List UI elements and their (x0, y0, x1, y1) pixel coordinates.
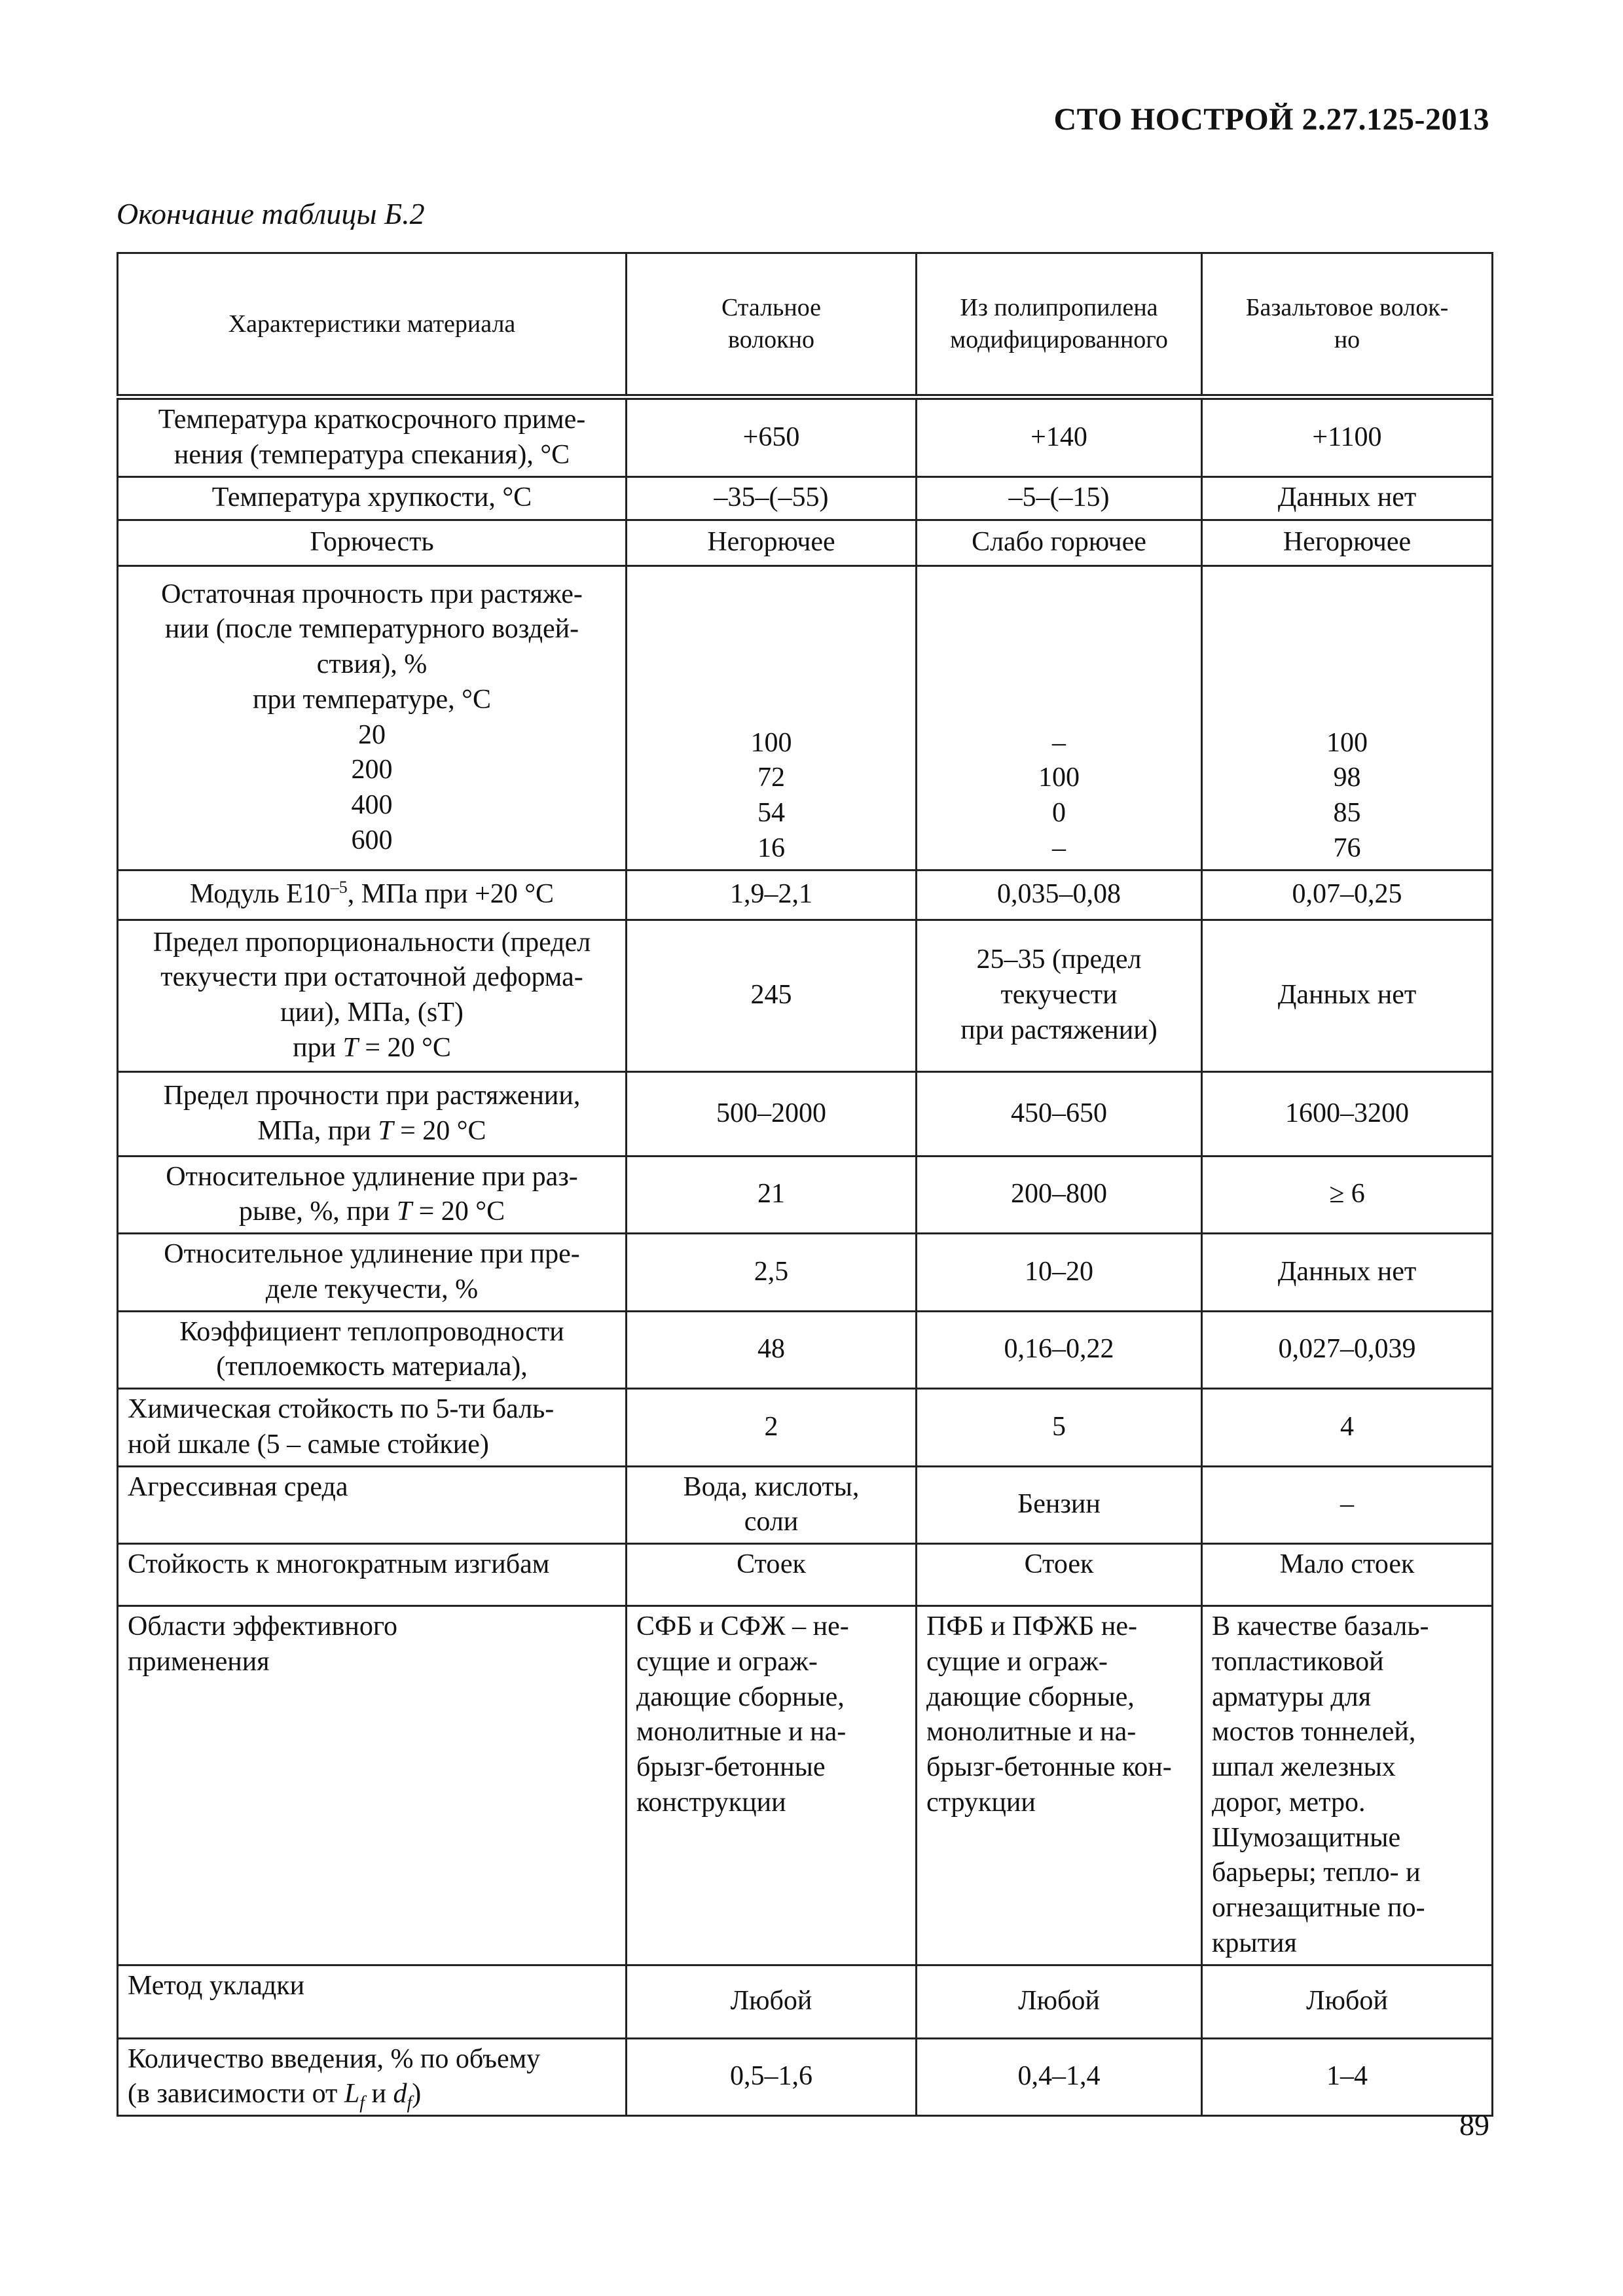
table-cell: 0,5–1,6 (627, 2038, 917, 2116)
label-text: = 20 °С (393, 1115, 486, 1146)
table-cell: 200–800 (917, 1156, 1202, 1234)
table-cell: Любой (1202, 1965, 1493, 2038)
table-row (118, 1071, 1493, 1156)
label-text: ) (412, 2079, 422, 2109)
header-row (118, 253, 1493, 397)
table-cell: 2 (627, 1389, 917, 1467)
row-label: Температура краткосрочного приме- нения (температура спекания), °С (118, 397, 627, 477)
table-cell: – (1202, 1466, 1493, 1544)
table-cell: –5–(–15) (917, 476, 1202, 520)
label-text: Предел прочности при растяжении, МПа, при (163, 1080, 581, 1146)
row-label (118, 920, 627, 1071)
table-row (118, 1389, 1493, 1467)
table-cell: 0,07–0,25 (1202, 870, 1493, 920)
row-label: Метод укладки (118, 1965, 627, 2038)
page-number: 89 (1459, 2108, 1489, 2142)
table-cell: 100 72 54 16 (627, 565, 917, 870)
table-cell: Любой (917, 1965, 1202, 2038)
table-cell: 100 98 85 76 (1202, 565, 1493, 870)
label-text: Модуль Е10 (189, 879, 331, 910)
table-cell: – 100 0 – (917, 565, 1202, 870)
label-variable: T (378, 1115, 393, 1146)
label-subscript (359, 2093, 365, 2113)
table-cell: Стоек (627, 1544, 917, 1606)
table-cell: 245 (627, 920, 917, 1071)
table-cell: 450–650 (917, 1071, 1202, 1156)
label-variable: L (344, 2079, 360, 2109)
label-variable: f (359, 2092, 365, 2113)
table-row (118, 565, 1493, 870)
table-cell: Данных нет (1202, 1234, 1493, 1312)
table-row (118, 920, 1493, 1071)
label-text: = 20 °С (412, 1196, 505, 1227)
table-cell: Стоек (917, 1544, 1202, 1606)
table-cell: В качестве базаль- топластиковой арматуры для мостов тоннелей, шпал железных дорог, метро. Шумозащитные барьеры; тепло- и огнезащитные по- крытия (1202, 1606, 1493, 1965)
table-cell: 21 (627, 1156, 917, 1234)
row-label: Остаточная прочность при растяже- нии (после температурного воздей- ствия), % при температуре, °С 20 200 400 600 (118, 565, 627, 870)
row-label: Агрессивная среда (118, 1466, 627, 1544)
label-text: Предел пропорциональности (предел текучести при остаточной деформа- ции), МПа, (sT) при (153, 927, 591, 1063)
table-cell: Данных нет (1202, 476, 1493, 520)
column-header-steel-fiber: Стальное волокно (627, 253, 917, 397)
table-row (118, 1965, 1493, 2038)
table-cell: ≥ 6 (1202, 1156, 1493, 1234)
label-text: = 20 °С (357, 1032, 451, 1063)
table-cell: Любой (627, 1965, 917, 2038)
table-cell: 0,027–0,039 (1202, 1311, 1493, 1389)
table-row (118, 1466, 1493, 1544)
label-text: Количество введения, % по объему (в зависимости от (128, 2043, 541, 2109)
label-variable: d (393, 2079, 407, 2109)
table-cell: 25–35 (предел текучести при растяжении) (917, 920, 1202, 1071)
table-row (118, 1606, 1493, 1965)
table-cell: Негорючее (1202, 520, 1493, 565)
table-cell: Негорючее (627, 520, 917, 565)
table-cell: ПФБ и ПФЖБ не- сущие и ограж- дающие сборные, монолитные и на- брызг-бетонные кон- струкции (917, 1606, 1202, 1965)
table-cell: 500–2000 (627, 1071, 917, 1156)
table-cell: Вода, кислоты, соли (627, 1466, 917, 1544)
table-row (118, 870, 1493, 920)
label-variable: T (342, 1032, 358, 1063)
row-label: Химическая стойкость по 5-ти баль- ной шкале (5 – самые стойкие) (118, 1389, 627, 1467)
label-variable: f (407, 2092, 412, 2113)
table-row (118, 2038, 1493, 2116)
column-header-characteristics: Характеристики материала (118, 253, 627, 397)
table-cell: Слабо горючее (917, 520, 1202, 565)
table-row (118, 1156, 1493, 1234)
row-label: Относительное удлинение при пре- деле текучести, % (118, 1234, 627, 1312)
table-cell: 1–4 (1202, 2038, 1493, 2116)
label-text: и (365, 2079, 393, 2109)
row-label: Горючесть (118, 520, 627, 565)
table-cell: 1600–3200 (1202, 1071, 1493, 1156)
material-properties-table (117, 252, 1493, 2117)
table-cell: +1100 (1202, 397, 1493, 477)
table-cell: 0,16–0,22 (917, 1311, 1202, 1389)
row-label (118, 1071, 627, 1156)
table-row (118, 476, 1493, 520)
table-cell: +140 (917, 397, 1202, 477)
table-cell: Мало стоек (1202, 1544, 1493, 1606)
table-cell: 48 (627, 1311, 917, 1389)
table-cell: 0,4–1,4 (917, 2038, 1202, 2116)
label-variable: T (396, 1196, 412, 1227)
table-cell: СФБ и СФЖ – не- сущие и ограж- дающие сборные, монолитные и на- брызг-бетонные конструкции (627, 1606, 917, 1965)
table-caption: Окончание таблицы Б.2 (117, 197, 425, 230)
row-label: Коэффициент теплопроводности (теплоемкость материала), (118, 1311, 627, 1389)
row-label (118, 870, 627, 920)
document-code: СТО НОСТРОЙ 2.27.125-2013 (1053, 102, 1489, 137)
table-cell: 4 (1202, 1389, 1493, 1467)
table-row (118, 397, 1493, 477)
table-cell: 1,9–2,1 (627, 870, 917, 920)
row-label: Температура хрупкости, °С (118, 476, 627, 520)
table-cell: –35–(–55) (627, 476, 917, 520)
table-row (118, 1311, 1493, 1389)
row-label (118, 2038, 627, 2116)
table-cell: 2,5 (627, 1234, 917, 1312)
label-text: , МПа при +20 °С (347, 879, 555, 910)
table-cell: 10–20 (917, 1234, 1202, 1312)
table-cell: Бензин (917, 1466, 1202, 1544)
table-row (118, 520, 1493, 565)
row-label (118, 1156, 627, 1234)
table-row (118, 1544, 1493, 1606)
table-cell: 0,035–0,08 (917, 870, 1202, 920)
row-label: Стойкость к многократным изгибам (118, 1544, 627, 1606)
row-label: Области эффективного применения (118, 1606, 627, 1965)
table-cell: 5 (917, 1389, 1202, 1467)
table-row (118, 1234, 1493, 1312)
column-header-basalt-fiber: Базальтовое волок- но (1202, 253, 1493, 397)
label-superscript: –5 (330, 878, 348, 897)
column-header-polypropylene: Из полипропилена модифицированного (917, 253, 1202, 397)
table-cell: +650 (627, 397, 917, 477)
table-cell: Данных нет (1202, 920, 1493, 1071)
label-text: Относительное удлинение при раз- рыве, %, при (166, 1161, 578, 1227)
